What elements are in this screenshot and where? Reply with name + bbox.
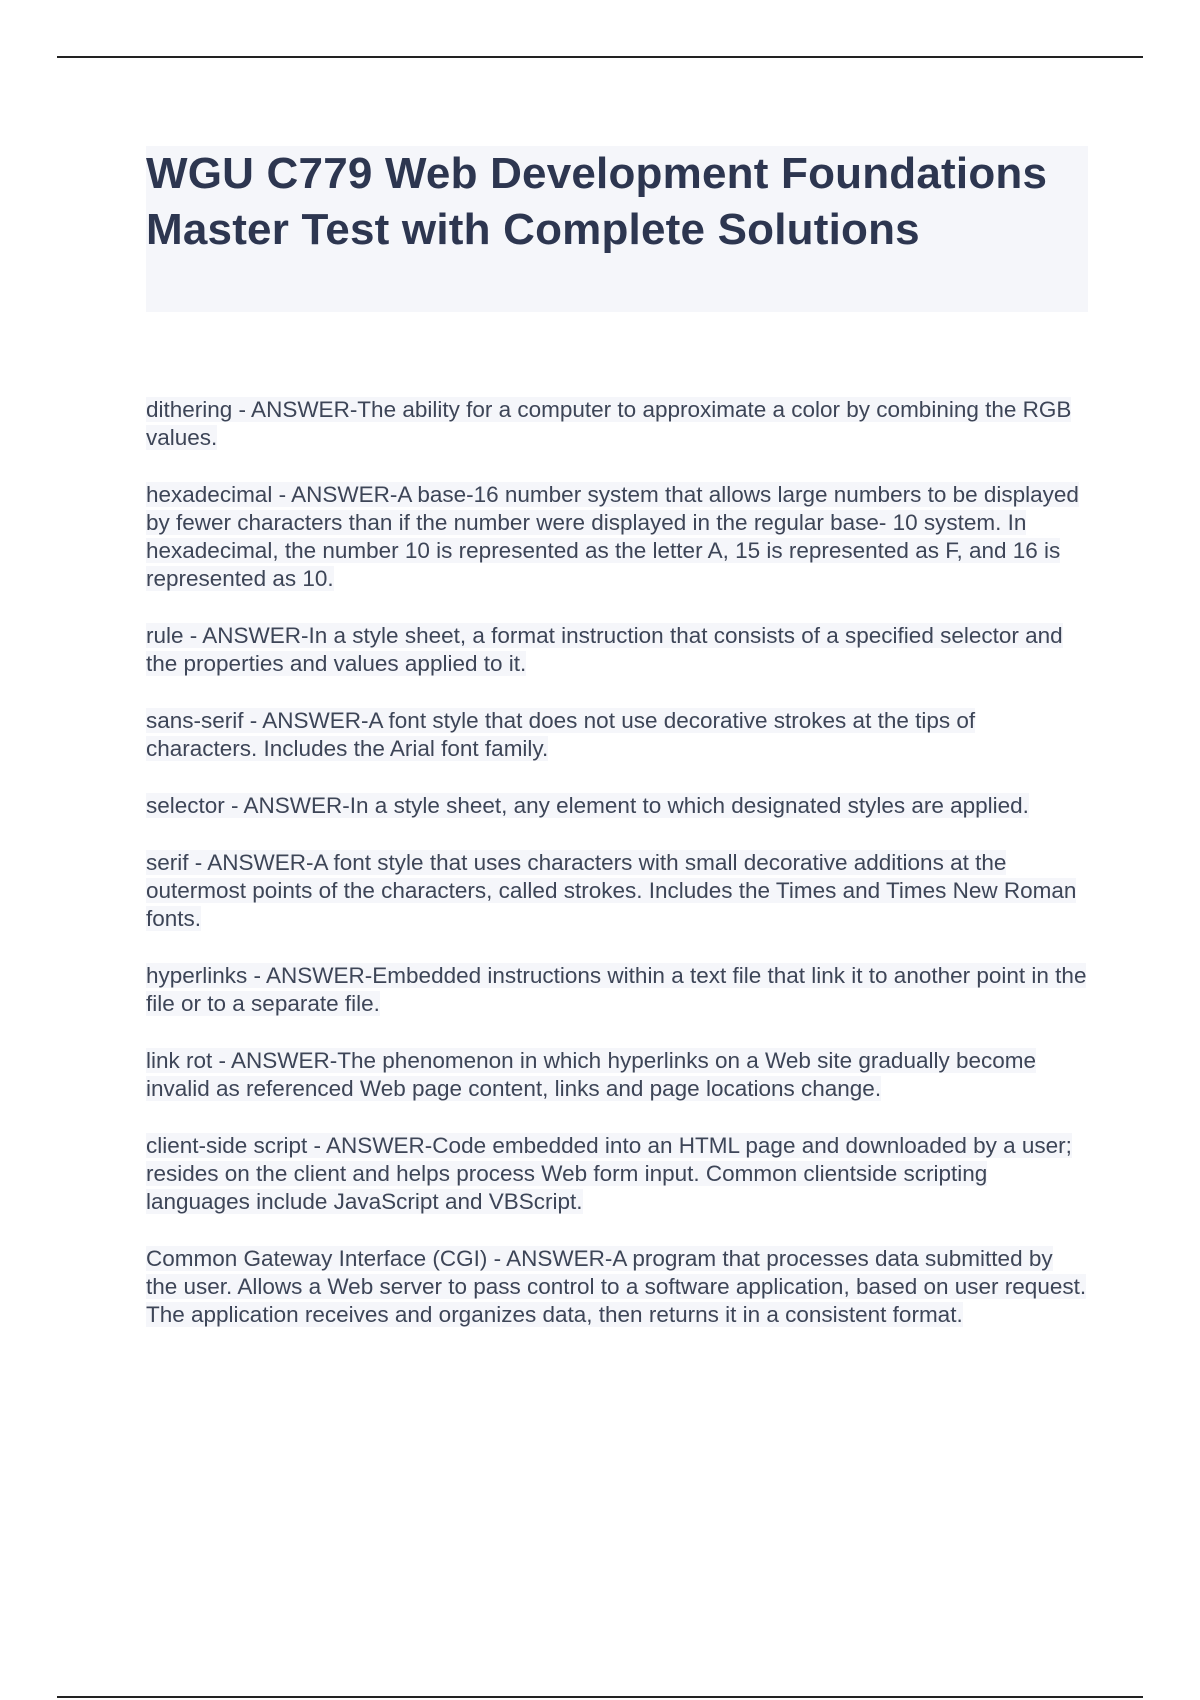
entry-item xyxy=(146,707,1090,763)
document-title: WGU C779 Web Development Foundations Master Test with Complete Solutions xyxy=(146,149,1048,254)
entry-text: Common Gateway Interface (CGI) - ANSWER-A program that processes data submitted by the user. Allows a Web server to pass control to a software application, based on user request. The application receives and organizes data, then returns it in a consistent format. xyxy=(146,1246,1087,1327)
bottom-divider xyxy=(57,1696,1143,1698)
entry-item xyxy=(146,1132,1090,1216)
entry-text: hyperlinks - ANSWER-Embedded instructions within a text file that link it to another point in the file or to a separate file. xyxy=(146,963,1087,1016)
entry-list xyxy=(146,396,1090,1358)
entry-text: client-side script - ANSWER-Code embedded into an HTML page and downloaded by a user; resides on the client and helps process Web form input. Common clientside scripting languages include JavaScript and VBScript. xyxy=(146,1133,1072,1214)
entry-text: rule - ANSWER-In a style sheet, a format instruction that consists of a specified selector and the properties and values applied to it. xyxy=(146,623,1063,676)
entry-item xyxy=(146,1245,1090,1329)
entry-text: sans-serif - ANSWER-A font style that does not use decorative strokes at the tips of characters. Includes the Arial font family. xyxy=(146,708,976,761)
entry-text: hexadecimal - ANSWER-A base-16 number system that allows large numbers to be displayed by fewer characters than if the number were displayed in the regular base- 10 system. In hexadecimal, the number 10 is represented as the letter A, 15 is represented as F, and 16 is represented as 10. xyxy=(146,482,1079,591)
entry-item xyxy=(146,962,1090,1018)
entry-text: selector - ANSWER-In a style sheet, any element to which designated styles are applied. xyxy=(146,793,1029,818)
entry-item xyxy=(146,481,1090,593)
top-divider xyxy=(57,56,1143,58)
entry-text: link rot - ANSWER-The phenomenon in which hyperlinks on a Web site gradually become invalid as referenced Web page content, links and page locations change. xyxy=(146,1048,1037,1101)
entry-item xyxy=(146,792,1090,820)
entry-item xyxy=(146,849,1090,933)
entry-item xyxy=(146,622,1090,678)
entry-item xyxy=(146,1047,1090,1103)
title-block xyxy=(146,146,1088,312)
entry-text: serif - ANSWER-A font style that uses characters with small decorative additions at the outermost points of the characters, called strokes. Includes the Times and Times New Roman fonts. xyxy=(146,850,1077,931)
entry-text: dithering - ANSWER-The ability for a computer to approximate a color by combining the RGB values. xyxy=(146,397,1072,450)
entry-item xyxy=(146,396,1090,452)
